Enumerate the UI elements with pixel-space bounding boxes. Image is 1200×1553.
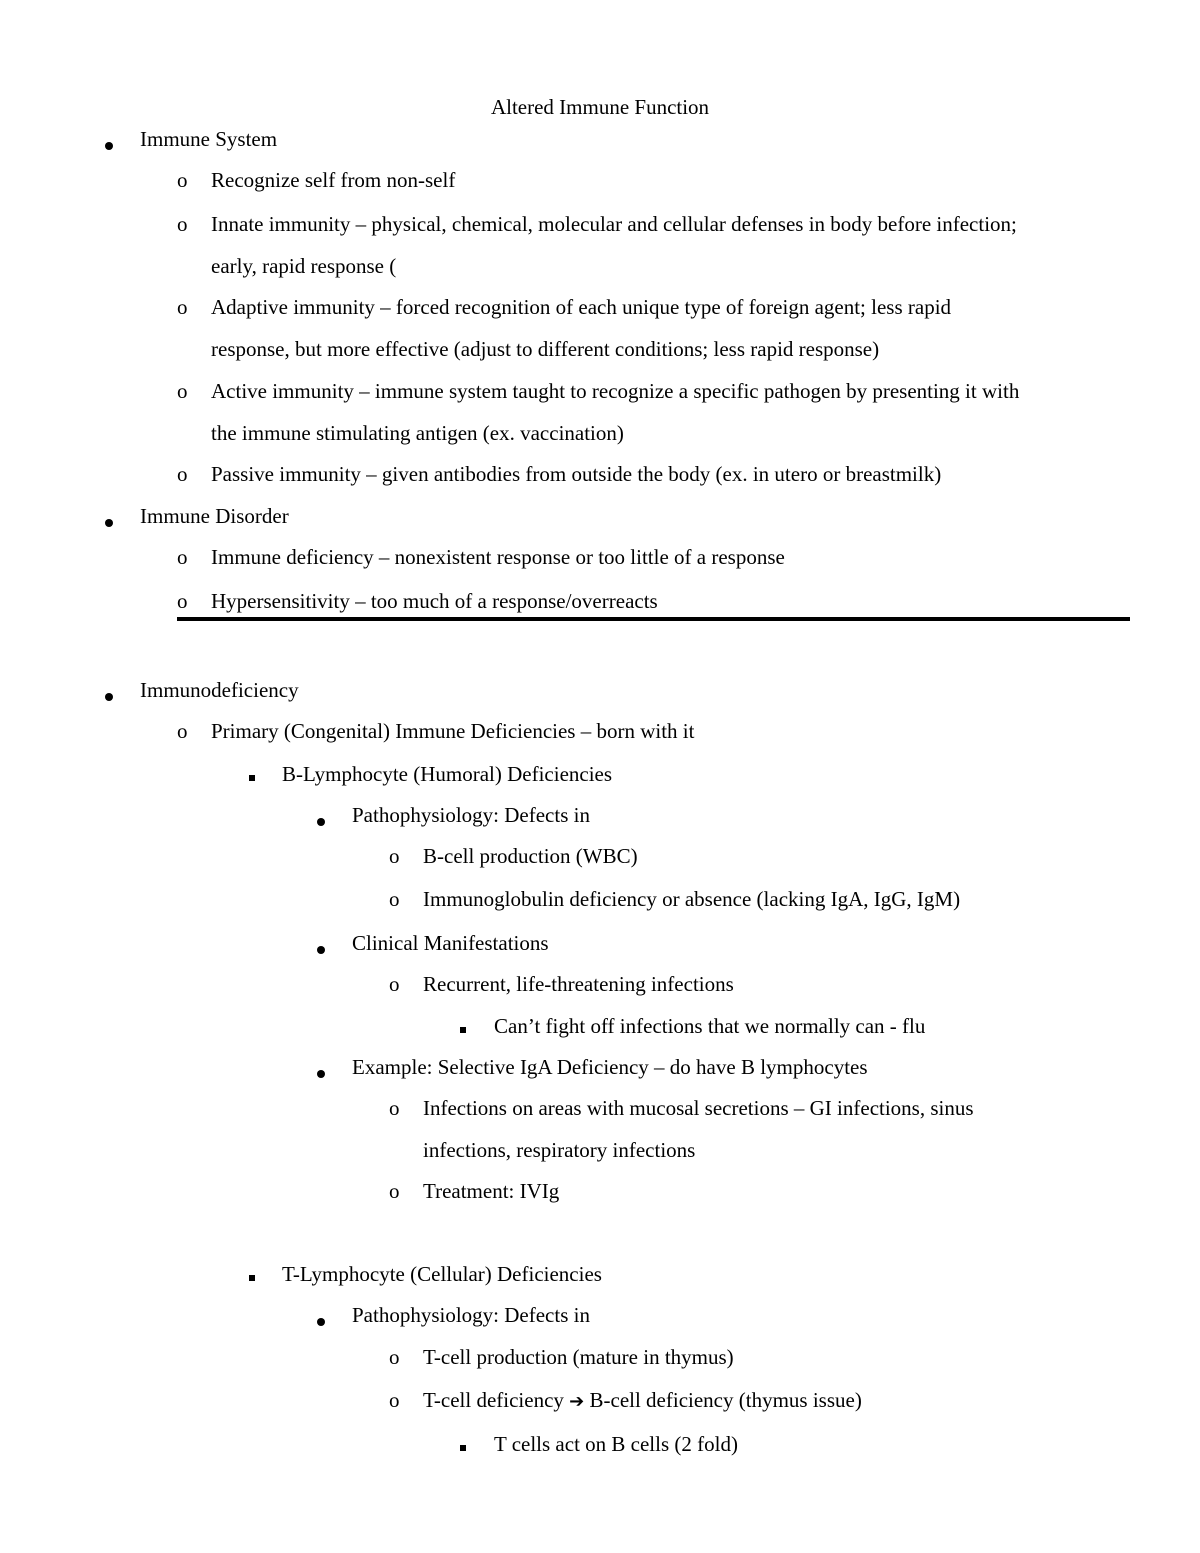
list-item [423, 1386, 862, 1416]
list-item: Immune deficiency – nonexistent response or too little of a response [211, 545, 785, 569]
list-item-continuation: the immune stimulating antigen (ex. vaccination) [211, 421, 624, 445]
bullet-circle: o [177, 212, 188, 236]
list-item-continuation: infections, respiratory infections [423, 1138, 696, 1162]
list-item: Immune System [140, 127, 278, 151]
list-item: Active immunity – immune system taught to recognize a specific pathogen by presenting it with [211, 379, 1020, 403]
list-item: T-Lymphocyte (Cellular) Deficiencies [282, 1262, 602, 1286]
bullet-dot [105, 506, 113, 534]
list-item: Can’t fight off infections that we normally can - flu [494, 1014, 926, 1038]
bullet-circle: o [177, 295, 188, 319]
page-title: Altered Immune Function [490, 95, 710, 119]
bullet-square [249, 760, 255, 788]
bullet-dot [317, 933, 325, 961]
list-item: Immunodeficiency [140, 678, 299, 702]
list-item: B-Lymphocyte (Humoral) Deficiencies [282, 762, 613, 786]
bullet-circle: o [177, 462, 188, 486]
list-item: Innate immunity – physical, chemical, molecular and cellular defenses in body before infection; [211, 212, 1017, 236]
list-item: Recognize self from non-self [211, 168, 456, 192]
bullet-circle: o [389, 1179, 400, 1203]
bullet-circle: o [389, 1345, 400, 1369]
bullet-dot [105, 680, 113, 708]
bullet-dot [317, 1305, 325, 1333]
bullet-square [249, 1260, 255, 1288]
list-item: Infections on areas with mucosal secretions – GI infections, sinus [423, 1096, 974, 1120]
list-item: Adaptive immunity – forced recognition of each unique type of foreign agent; less rapid [211, 295, 952, 319]
list-item: T-cell production (mature in thymus) [423, 1345, 734, 1369]
list-item: Pathophysiology: Defects in [352, 803, 590, 827]
bullet-dot [317, 805, 325, 833]
bullet-dot [317, 1057, 325, 1085]
list-item: Primary (Congenital) Immune Deficiencies – born with it [211, 719, 695, 743]
section-divider [177, 617, 1130, 621]
list-item-continuation: response, but more effective (adjust to different conditions; less rapid response) [211, 337, 880, 361]
bullet-circle: o [389, 844, 400, 868]
list-item: Treatment: IVIg [423, 1179, 560, 1203]
bullet-circle: o [177, 545, 188, 569]
bullet-circle: o [389, 972, 400, 996]
bullet-circle: o [177, 168, 188, 192]
list-item: Pathophysiology: Defects in [352, 1303, 590, 1327]
list-item: Immunoglobulin deficiency or absence (lacking IgA, IgG, IgM) [423, 887, 961, 911]
list-item: Hypersensitivity – too much of a response/overreacts [211, 589, 658, 613]
list-item: Immune Disorder [140, 504, 289, 528]
right-arrow-icon: ➔ [569, 1391, 585, 1412]
list-item-text: T-cell deficiency [423, 1388, 564, 1412]
bullet-circle: o [177, 589, 188, 613]
list-item: T cells act on B cells (2 fold) [494, 1432, 738, 1456]
list-item: Example: Selective IgA Deficiency – do have B lymphocytes [352, 1055, 868, 1079]
bullet-circle: o [389, 887, 400, 911]
list-item: Passive immunity – given antibodies from outside the body (ex. in utero or breastmilk) [211, 462, 942, 486]
list-item: Recurrent, life-threatening infections [423, 972, 734, 996]
list-item: B-cell production (WBC) [423, 844, 638, 868]
bullet-circle: o [177, 719, 188, 743]
bullet-circle: o [389, 1096, 400, 1120]
bullet-dot [105, 129, 113, 157]
bullet-circle: o [389, 1388, 400, 1412]
list-item: Clinical Manifestations [352, 931, 549, 955]
bullet-square [460, 1430, 466, 1458]
list-item-continuation: early, rapid response ( [211, 254, 397, 278]
list-item-text: B-cell deficiency (thymus issue) [589, 1388, 862, 1412]
bullet-square [460, 1012, 466, 1040]
bullet-circle: o [177, 379, 188, 403]
